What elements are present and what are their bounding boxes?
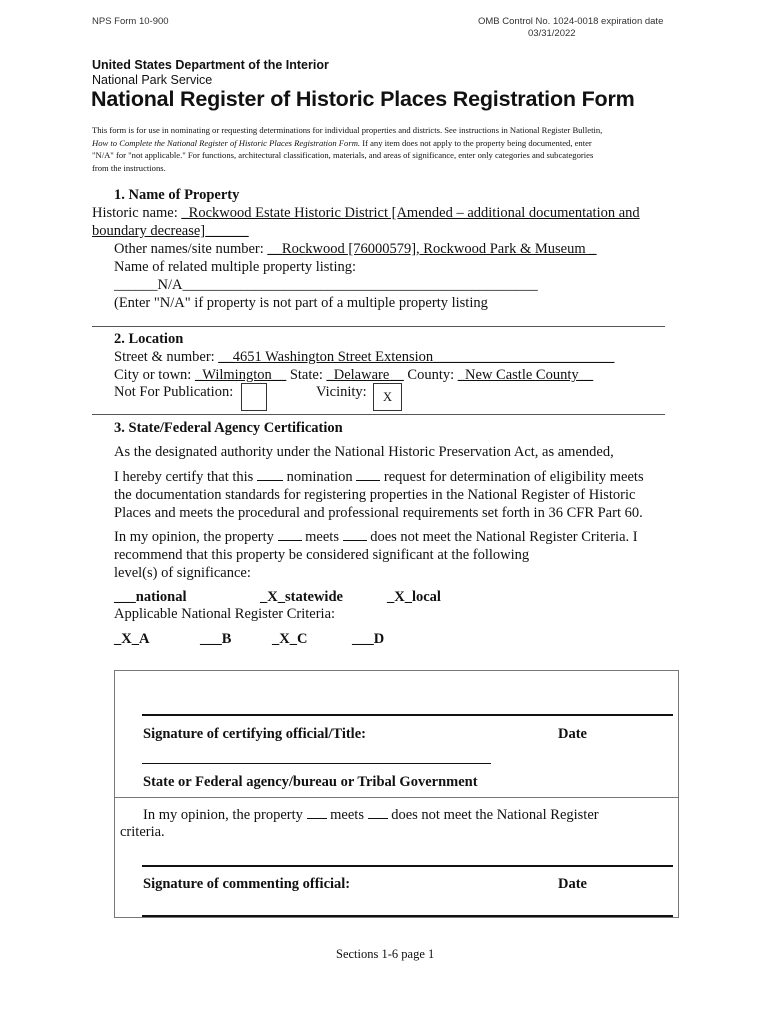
- opinion-line-2: recommend that this property be considered significant at the following: [114, 547, 530, 563]
- service-name: National Park Service: [92, 73, 213, 87]
- request-blank[interactable]: [356, 468, 380, 481]
- commenting-official-label: Signature of commenting official:: [143, 876, 351, 892]
- historic-name-value-cont[interactable]: boundary decrease]______: [92, 223, 249, 239]
- enter-na-note: (Enter "N/A" if property is not part of a multiple property listing: [114, 295, 488, 311]
- not-for-publication-checkbox[interactable]: [241, 383, 267, 411]
- opinion-line-3: level(s) of significance:: [114, 565, 251, 581]
- divider-1: [92, 326, 665, 327]
- certify-text-c: request for determination of eligibility meets: [383, 469, 644, 485]
- department-name: United States Department of the Interior: [92, 58, 329, 72]
- intro-line-1: This form is for use in nominating or requesting determinations for individual properties and districts. See instructions in National Register Bulletin,: [92, 125, 603, 135]
- commenting-opinion-meets: meets: [330, 807, 364, 823]
- signature-box-divider: [114, 797, 679, 798]
- omb-control-line2: 03/31/2022: [528, 28, 576, 39]
- level-local[interactable]: _X_local: [387, 589, 441, 605]
- related-listing-label-text: Name of related multiple property listing:: [114, 259, 357, 275]
- intro-line-4: from the instructions.: [92, 162, 166, 173]
- form-id: NPS Form 10-900: [92, 16, 169, 27]
- criteria-a[interactable]: _X_A: [114, 631, 150, 647]
- other-names-label: Other names/site number:: [114, 241, 264, 257]
- intro-line-2: [92, 137, 602, 150]
- county-value[interactable]: _New Castle County__: [457, 367, 594, 383]
- intro-paragraph: [92, 124, 602, 174]
- page-footer: Sections 1-6 page 1: [336, 947, 435, 961]
- other-names-value[interactable]: __Rockwood [76000579], Rockwood Park & Museum _: [267, 241, 597, 257]
- street-row: [114, 348, 614, 366]
- state-label: State:: [289, 367, 323, 383]
- related-listing-label: [114, 258, 356, 276]
- not-for-publication-label: Not For Publication:: [114, 384, 234, 400]
- historic-name-value[interactable]: _Rockwood Estate Historic District [Amended – additional documentation and: [181, 205, 640, 221]
- opinion-text-a: In my opinion, the property: [114, 529, 274, 545]
- intro-bulletin-title: How to Complete the National Register of Historic Places Registration Form.: [92, 137, 361, 148]
- opinion-row: [114, 528, 638, 546]
- commenting-meets-blank[interactable]: [307, 806, 327, 819]
- vicinity-label: Vicinity:: [316, 384, 367, 400]
- related-listing-value[interactable]: ______N/A_________________________________________________: [114, 277, 538, 293]
- section2-heading: 2. Location: [114, 331, 184, 347]
- certifying-signature-line[interactable]: [142, 714, 673, 716]
- agency-label: State or Federal agency/bureau or Tribal Government: [143, 774, 478, 790]
- certify-text-a: I hereby certify that this: [114, 469, 254, 485]
- criteria-b[interactable]: ___B: [200, 631, 232, 647]
- commenting-does-not-meet-blank[interactable]: [368, 806, 388, 819]
- level-statewide[interactable]: _X_statewide: [260, 589, 343, 605]
- state-value[interactable]: _Delaware__: [326, 367, 404, 383]
- level-national[interactable]: ___national: [114, 589, 187, 605]
- intro-line-2-rest: If any item does not apply to the property being documented, enter: [360, 137, 592, 148]
- opinion-text-meets: meets: [305, 529, 339, 545]
- opinion-text-c: does not meet the National Register Criteria. I: [370, 529, 638, 545]
- criteria-d[interactable]: ___D: [352, 631, 385, 647]
- city-label: City or town:: [114, 367, 192, 383]
- criteria-label: Applicable National Register Criteria:: [114, 606, 336, 622]
- street-label: Street & number:: [114, 349, 215, 365]
- historic-name-row: [92, 204, 640, 222]
- section3-heading: 3. State/Federal Agency Certification: [114, 420, 343, 436]
- certify-line-2: the documentation standards for registering properties in the National Register of Historic: [114, 487, 636, 503]
- does-not-meet-blank[interactable]: [343, 528, 367, 541]
- county-label: County:: [407, 367, 455, 383]
- certifying-official-label: Signature of certifying official/Title:: [143, 726, 366, 742]
- commenting-date-label: Date: [558, 876, 587, 892]
- commenting-opinion-a: In my opinion, the property: [143, 807, 303, 823]
- certify-line-3: Places and meets the procedural and professional requirements set forth in 36 CFR Part 60.: [114, 505, 643, 521]
- nomination-blank[interactable]: [257, 468, 283, 481]
- commenting-opinion-line-2: criteria.: [120, 824, 165, 840]
- section1-heading: 1. Name of Property: [114, 187, 240, 203]
- city-state-row: [114, 366, 593, 384]
- intro-line-3: "N/A" for "not applicable." For functions, architectural classification, materials, and areas of significance, enter only categories and subcategories: [92, 150, 594, 160]
- commenting-signature-line[interactable]: [142, 865, 673, 867]
- agency-line[interactable]: [142, 763, 491, 764]
- certify-row: [114, 468, 644, 486]
- certifying-date-label: Date: [558, 726, 587, 742]
- street-value[interactable]: __4651 Washington Street Extension_________________________: [218, 349, 615, 365]
- omb-control-line1: OMB Control No. 1024-0018 expiration date: [478, 16, 664, 27]
- vicinity-checkbox[interactable]: X: [373, 383, 402, 411]
- commenting-bottom-line[interactable]: [142, 915, 673, 917]
- certification-intro: As the designated authority under the National Historic Preservation Act, as amended,: [114, 444, 614, 460]
- certify-text-nomination: nomination: [286, 469, 353, 485]
- criteria-c[interactable]: _X_C: [272, 631, 308, 647]
- divider-2: [92, 414, 665, 415]
- meets-blank[interactable]: [278, 528, 302, 541]
- commenting-opinion-row: [143, 806, 599, 824]
- city-value[interactable]: _Wilmington__: [194, 367, 287, 383]
- other-names-row: [114, 240, 596, 258]
- historic-name-label: Historic name:: [92, 205, 178, 221]
- page-title: National Register of Historic Places Registration Form: [91, 87, 635, 111]
- commenting-opinion-c: does not meet the National Register: [391, 807, 599, 823]
